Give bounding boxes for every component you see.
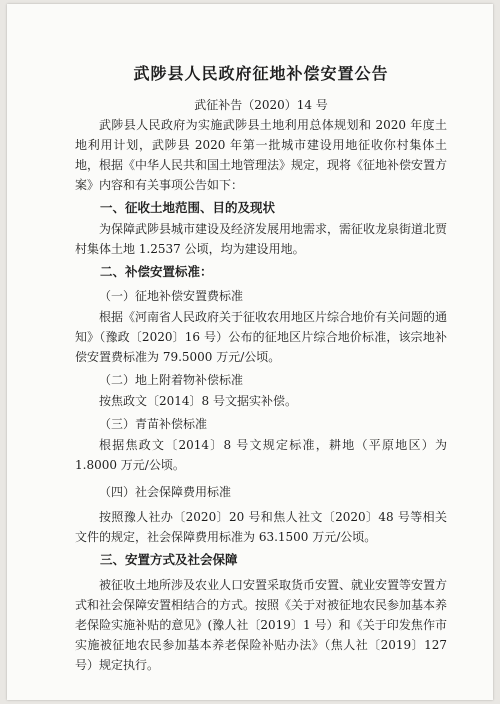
- document-title: 武陟县人民政府征地补偿安置公告: [133, 64, 389, 83]
- section-2-sub-1-heading: （一）征地补偿安置费标准: [99, 289, 244, 303]
- section-2-sub-1-text: 根据《河南省人民政府关于征收农用地区片综合地价有关问题的通知》（豫政〔2020〕16 号）公布的征地区片综合地价标准，该宗地补偿安置费标准为 79.5000 万元/公顷。: [75, 310, 448, 364]
- section-2-sub-4-heading: （四）社会保障费用标准: [99, 485, 232, 499]
- section-2-sub-3-text: 根据焦政文〔2014〕8 号文规定标准，耕地（平原地区）为 1.8000 万元/公顷。: [75, 438, 447, 472]
- section-3-heading: 三、安置方式及社会保障: [100, 552, 238, 567]
- section-1-text: 为保障武陟县城市建设及经济发展用地需求，需征收龙泉街道北贾村集体土地 1.2537 公顷，均为建设用地。: [75, 222, 448, 256]
- intro-paragraph: 武陟县人民政府为实施武陟县土地利用总体规划和 2020 年度土地利用计划，武陟县 2020 年第一批城市建设用地征收你村集体土地，根据《中华人民共和国土地管理法》规定，现将《征地补偿安置方案》内容和有关事项公告如下：: [75, 118, 448, 192]
- section-2-sub-4-text: 按照豫人社办〔2020〕20 号和焦人社文〔2020〕48 号等相关文件的规定，社会保障费用标准为 63.1500 万元/公顷。: [75, 510, 447, 544]
- section-1-heading: 一、征收土地范围、目的及现状: [100, 200, 276, 215]
- section-2-sub-2-heading: （二）地上附着物补偿标准: [99, 373, 244, 387]
- document-page: [7, 4, 493, 700]
- section-3-text: 被征收土地所涉及农业人口安置采取货币安置、就业安置等安置方式和社会保障安置相结合的方式。按照《关于对被征地农民参加基本养老保险实施补贴的意见》(豫人社〔2019〕1 号）和《关于印发焦作市实施被征地农民参加基本养老保险补贴办法》（焦人社〔2019〕127 号）规定执行。: [75, 578, 448, 672]
- spacer: [75, 475, 447, 479]
- document-content: [75, 63, 447, 675]
- section-2-sub-3-heading: （三）青苗补偿标准: [99, 417, 208, 431]
- section-2-heading: 二、补偿安置标准：: [100, 264, 213, 279]
- section-2-sub-2-text: 按焦政文〔2014〕8 号文据实补偿。: [99, 394, 297, 408]
- document-number: 武征补告（2020）14 号: [194, 98, 328, 112]
